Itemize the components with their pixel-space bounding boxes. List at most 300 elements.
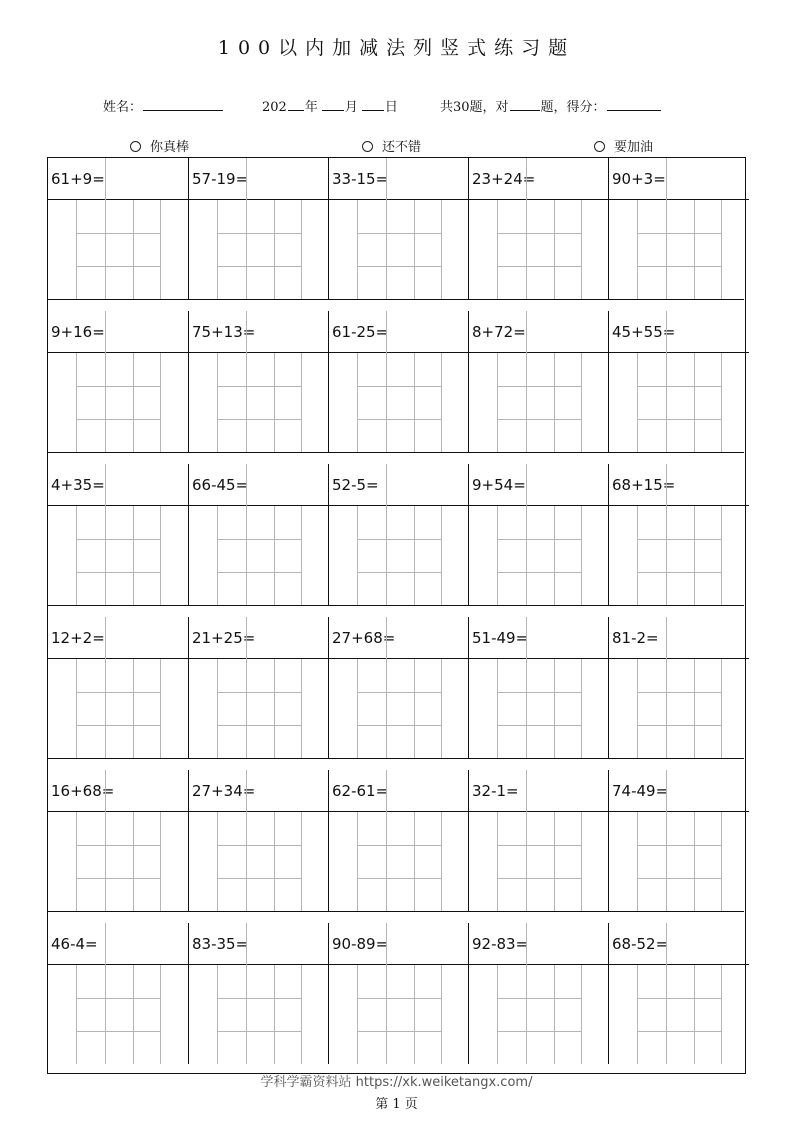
grid-row-line — [217, 572, 302, 573]
grid-column-line — [274, 200, 275, 299]
vertical-calc-grid[interactable] — [76, 506, 161, 605]
grid-row-line — [217, 1031, 302, 1032]
problem-cell — [188, 617, 328, 758]
grid-row-line — [217, 386, 302, 387]
worksheet-grid — [47, 157, 746, 1074]
problem-cell — [328, 770, 468, 911]
grid-column-line — [441, 965, 442, 1064]
grid-row-line — [497, 845, 582, 846]
problem-expression: 90+3= — [612, 170, 666, 188]
grid-row-line — [76, 1031, 161, 1032]
grid-row-line — [76, 266, 161, 267]
vertical-calc-grid[interactable] — [217, 659, 302, 758]
problem-cell — [468, 464, 608, 605]
grid-column-line — [526, 770, 527, 911]
grid-row-line — [76, 725, 161, 726]
name-label: 姓名： — [103, 100, 143, 115]
grid-row-line — [497, 692, 582, 693]
grid-row-line — [76, 845, 161, 846]
circle-icon — [594, 141, 605, 152]
grid-row-line — [637, 725, 722, 726]
problem-cell — [48, 770, 188, 911]
grid-row-line — [497, 419, 582, 420]
grid-column-line — [76, 353, 77, 452]
grid-row-line — [76, 233, 161, 234]
problem-expression: 46-4= — [51, 935, 98, 953]
grid-column-line — [105, 158, 106, 299]
grid-row-line — [357, 386, 442, 387]
grid-column-line — [76, 200, 77, 299]
grid-column-line — [217, 812, 218, 911]
problem-expression: 68+15= — [612, 476, 676, 494]
problem-expression: 9+16= — [51, 323, 105, 341]
rating-option-3[interactable] — [594, 136, 653, 155]
day-label: 日 — [384, 100, 398, 115]
grid-row-line — [637, 539, 722, 540]
grid-column-line — [160, 353, 161, 452]
grid-row-line — [637, 845, 722, 846]
grid-row-line — [637, 1031, 722, 1032]
problem-expression: 21+25= — [192, 629, 256, 647]
grid-column-line — [497, 965, 498, 1064]
problem-cell — [328, 311, 468, 452]
grid-column-line — [637, 353, 638, 452]
problem-cell — [48, 158, 188, 299]
problem-expression: 9+54= — [472, 476, 526, 494]
rating-label: 还不错 — [382, 140, 422, 155]
problem-cell — [608, 158, 748, 299]
vertical-calc-grid[interactable] — [637, 353, 722, 452]
grid-column-line — [666, 617, 667, 758]
grid-column-line — [637, 200, 638, 299]
grid-column-line — [386, 923, 387, 1064]
grid-column-line — [217, 659, 218, 758]
grid-column-line — [554, 812, 555, 911]
name-blank[interactable] — [143, 97, 223, 111]
grid-column-line — [133, 659, 134, 758]
grid-row-line — [497, 878, 582, 879]
grid-column-line — [386, 770, 387, 911]
score-blank[interactable] — [607, 97, 661, 111]
grid-row-line — [497, 1031, 582, 1032]
vertical-calc-grid[interactable] — [637, 200, 722, 299]
problem-expression: 8+72= — [472, 323, 526, 341]
grid-column-line — [357, 353, 358, 452]
grid-column-line — [581, 506, 582, 605]
problem-expression: 68-52= — [612, 935, 669, 953]
grid-row-line — [76, 386, 161, 387]
vertical-calc-grid[interactable] — [217, 200, 302, 299]
grid-column-line — [581, 200, 582, 299]
grid-row-line — [76, 539, 161, 540]
grid-column-line — [160, 506, 161, 605]
problem-expression: 12+2= — [51, 629, 105, 647]
grid-column-line — [526, 923, 527, 1064]
grid-column-line — [721, 353, 722, 452]
grid-column-line — [357, 965, 358, 1064]
grid-row-line — [497, 266, 582, 267]
problem-expression: 45+55= — [612, 323, 676, 341]
grid-column-line — [694, 506, 695, 605]
vertical-calc-grid[interactable] — [637, 812, 722, 911]
problem-expression: 16+68= — [51, 782, 115, 800]
grid-column-line — [497, 353, 498, 452]
problem-cell — [48, 311, 188, 452]
site-url: https://xk.weiketangx.com/ — [355, 1075, 533, 1090]
problem-expression: 66-45= — [192, 476, 249, 494]
grid-column-line — [526, 464, 527, 605]
name-field — [103, 96, 224, 115]
grid-column-line — [76, 506, 77, 605]
vertical-calc-grid[interactable] — [497, 200, 582, 299]
vertical-calc-grid[interactable] — [357, 200, 442, 299]
grid-column-line — [554, 965, 555, 1064]
year-prefix: 202 — [262, 100, 287, 115]
problem-row — [48, 617, 744, 759]
grid-column-line — [414, 353, 415, 452]
grid-column-line — [441, 812, 442, 911]
grid-column-line — [160, 965, 161, 1064]
grid-row-line — [637, 572, 722, 573]
grid-column-line — [160, 812, 161, 911]
grid-row-line — [217, 233, 302, 234]
problem-expression: 61-25= — [332, 323, 389, 341]
grid-column-line — [554, 200, 555, 299]
grid-column-line — [274, 812, 275, 911]
vertical-calc-grid[interactable] — [497, 965, 582, 1064]
grid-column-line — [721, 506, 722, 605]
vertical-calc-grid[interactable] — [637, 659, 722, 758]
grid-column-line — [301, 353, 302, 452]
grid-column-line — [414, 200, 415, 299]
grid-row-line — [217, 266, 302, 267]
rating-label: 你真棒 — [150, 140, 190, 155]
circle-icon — [130, 141, 141, 152]
grid-row-line — [497, 539, 582, 540]
grid-column-line — [246, 464, 247, 605]
grid-row-line — [497, 998, 582, 999]
vertical-calc-grid[interactable] — [357, 965, 442, 1064]
problem-cell — [608, 617, 748, 758]
grid-column-line — [581, 812, 582, 911]
grid-column-line — [721, 965, 722, 1064]
total-label: 共30题，对 — [440, 100, 509, 115]
grid-column-line — [386, 311, 387, 452]
grid-column-line — [133, 506, 134, 605]
grid-row-line — [217, 419, 302, 420]
grid-row-line — [217, 878, 302, 879]
grid-column-line — [246, 923, 247, 1064]
problem-cell — [188, 770, 328, 911]
grid-column-line — [386, 617, 387, 758]
grid-column-line — [666, 464, 667, 605]
grid-column-line — [160, 659, 161, 758]
grid-column-line — [694, 659, 695, 758]
grid-row-line — [497, 572, 582, 573]
grid-row-line — [497, 386, 582, 387]
grid-row-line — [497, 233, 582, 234]
grid-column-line — [386, 464, 387, 605]
grid-column-line — [246, 617, 247, 758]
problem-expression: 75+13= — [192, 323, 256, 341]
vertical-calc-grid[interactable] — [217, 353, 302, 452]
grid-column-line — [526, 617, 527, 758]
grid-column-line — [301, 200, 302, 299]
problem-cell — [328, 464, 468, 605]
problem-cell — [188, 464, 328, 605]
grid-column-line — [105, 770, 106, 911]
problem-cell — [188, 158, 328, 299]
grid-column-line — [414, 965, 415, 1064]
page-number — [0, 1093, 793, 1112]
grid-column-line — [637, 965, 638, 1064]
vertical-calc-grid[interactable] — [217, 506, 302, 605]
grid-column-line — [554, 353, 555, 452]
grid-column-line — [441, 659, 442, 758]
problem-expression: 92-83= — [472, 935, 529, 953]
vertical-calc-grid[interactable] — [76, 353, 161, 452]
grid-column-line — [217, 506, 218, 605]
grid-row-line — [357, 1031, 442, 1032]
grid-column-line — [581, 353, 582, 452]
vertical-calc-grid[interactable] — [357, 812, 442, 911]
grid-column-line — [441, 353, 442, 452]
footer-watermark — [0, 1071, 793, 1090]
grid-column-line — [637, 812, 638, 911]
vertical-calc-grid[interactable] — [217, 965, 302, 1064]
grid-row-line — [637, 419, 722, 420]
grid-column-line — [526, 158, 527, 299]
grid-column-line — [554, 506, 555, 605]
site-name: 学科学霸资料站 — [260, 1075, 352, 1090]
problem-cell — [328, 923, 468, 1064]
vertical-calc-grid[interactable] — [497, 812, 582, 911]
grid-column-line — [105, 311, 106, 452]
grid-column-line — [441, 200, 442, 299]
grid-row-line — [637, 266, 722, 267]
problem-expression: 81-2= — [612, 629, 659, 647]
grid-row-line — [217, 692, 302, 693]
vertical-calc-grid[interactable] — [497, 506, 582, 605]
vertical-calc-grid[interactable] — [497, 659, 582, 758]
vertical-calc-grid[interactable] — [217, 812, 302, 911]
month-label: 月 — [344, 100, 358, 115]
grid-column-line — [274, 353, 275, 452]
problem-expression: 4+35= — [51, 476, 105, 494]
problem-expression: 52-5= — [332, 476, 379, 494]
grid-row-line — [357, 419, 442, 420]
page-title: 100以内加减法列竖式练习题 — [217, 37, 576, 59]
vertical-calc-grid[interactable] — [497, 353, 582, 452]
problem-row — [48, 311, 744, 453]
grid-row-line — [357, 539, 442, 540]
grid-column-line — [581, 659, 582, 758]
grid-column-line — [246, 770, 247, 911]
grid-column-line — [666, 923, 667, 1064]
grid-row-line — [357, 233, 442, 234]
grid-column-line — [497, 659, 498, 758]
month-blank[interactable] — [322, 97, 344, 111]
vertical-calc-grid[interactable] — [76, 965, 161, 1064]
vertical-calc-grid[interactable] — [76, 812, 161, 911]
problem-expression: 32-1= — [472, 782, 519, 800]
problem-expression: 61+9= — [51, 170, 105, 188]
grid-column-line — [497, 812, 498, 911]
grid-column-line — [301, 812, 302, 911]
problem-expression: 90-89= — [332, 935, 389, 953]
grid-column-line — [554, 659, 555, 758]
vertical-calc-grid[interactable] — [76, 659, 161, 758]
problem-expression: 51-49= — [472, 629, 529, 647]
grid-row-line — [357, 845, 442, 846]
grid-row-line — [217, 725, 302, 726]
grid-row-line — [637, 878, 722, 879]
grid-column-line — [357, 200, 358, 299]
grid-column-line — [301, 965, 302, 1064]
grid-column-line — [637, 506, 638, 605]
grid-row-line — [357, 725, 442, 726]
problem-expression: 27+34= — [192, 782, 256, 800]
grid-column-line — [133, 353, 134, 452]
grid-column-line — [133, 965, 134, 1064]
vertical-calc-grid[interactable] — [637, 965, 722, 1064]
problem-expression: 74-49= — [612, 782, 669, 800]
grid-column-line — [357, 659, 358, 758]
problem-expression: 83-35= — [192, 935, 249, 953]
grid-row-line — [497, 725, 582, 726]
problem-row — [48, 770, 744, 912]
grid-column-line — [414, 812, 415, 911]
grid-column-line — [217, 353, 218, 452]
problem-cell — [48, 617, 188, 758]
grid-row-line — [76, 998, 161, 999]
rating-label: 要加油 — [614, 140, 654, 155]
grid-row-line — [637, 998, 722, 999]
grid-column-line — [357, 506, 358, 605]
problem-row — [48, 923, 744, 1064]
vertical-calc-grid[interactable] — [357, 353, 442, 452]
grid-column-line — [76, 965, 77, 1064]
grid-column-line — [694, 200, 695, 299]
vertical-calc-grid[interactable] — [637, 506, 722, 605]
problem-cell — [328, 158, 468, 299]
grid-column-line — [274, 965, 275, 1064]
circle-icon — [362, 141, 373, 152]
problem-row — [48, 158, 744, 300]
problem-cell — [48, 464, 188, 605]
page-number-value: 1 — [392, 1097, 401, 1112]
grid-row-line — [357, 692, 442, 693]
grid-column-line — [386, 158, 387, 299]
grid-column-line — [581, 965, 582, 1064]
grid-column-line — [105, 923, 106, 1064]
problem-cell — [468, 770, 608, 911]
grid-column-line — [274, 506, 275, 605]
grid-column-line — [666, 311, 667, 452]
grid-column-line — [694, 353, 695, 452]
grid-column-line — [246, 311, 247, 452]
grid-column-line — [217, 965, 218, 1064]
grid-row-line — [217, 998, 302, 999]
grid-column-line — [721, 812, 722, 911]
problem-cell — [608, 464, 748, 605]
problem-cell — [608, 770, 748, 911]
problem-expression: 27+68= — [332, 629, 396, 647]
problem-expression: 33-15= — [332, 170, 389, 188]
grid-column-line — [105, 464, 106, 605]
rating-option-1[interactable] — [130, 136, 189, 155]
rating-option-2[interactable] — [362, 136, 421, 155]
grid-column-line — [301, 659, 302, 758]
vertical-calc-grid[interactable] — [76, 200, 161, 299]
problem-cell — [328, 617, 468, 758]
vertical-calc-grid[interactable] — [357, 659, 442, 758]
grid-row-line — [357, 266, 442, 267]
grid-column-line — [414, 659, 415, 758]
grid-column-line — [274, 659, 275, 758]
page-suffix: 页 — [404, 1097, 418, 1112]
grid-column-line — [301, 506, 302, 605]
grid-row-line — [76, 572, 161, 573]
problem-row — [48, 464, 744, 606]
problem-cell — [608, 311, 748, 452]
problem-expression: 62-61= — [332, 782, 389, 800]
grid-column-line — [133, 812, 134, 911]
problem-cell — [188, 923, 328, 1064]
grid-column-line — [666, 770, 667, 911]
grid-column-line — [217, 200, 218, 299]
problem-expression: 57-19= — [192, 170, 249, 188]
grid-column-line — [721, 200, 722, 299]
score-field — [440, 96, 662, 115]
grid-row-line — [76, 878, 161, 879]
grid-row-line — [637, 692, 722, 693]
grid-column-line — [246, 158, 247, 299]
grid-row-line — [357, 998, 442, 999]
year-blank[interactable] — [288, 97, 304, 111]
problem-cell — [48, 923, 188, 1064]
grid-row-line — [76, 419, 161, 420]
grid-column-line — [76, 659, 77, 758]
grid-column-line — [160, 200, 161, 299]
problem-cell — [608, 923, 748, 1064]
grid-row-line — [217, 845, 302, 846]
correct-blank[interactable] — [510, 97, 540, 111]
date-field — [262, 96, 398, 115]
problem-cell — [468, 311, 608, 452]
grid-column-line — [76, 812, 77, 911]
grid-column-line — [497, 200, 498, 299]
grid-column-line — [357, 812, 358, 911]
day-blank[interactable] — [362, 97, 384, 111]
vertical-calc-grid[interactable] — [357, 506, 442, 605]
grid-row-line — [637, 386, 722, 387]
grid-column-line — [694, 812, 695, 911]
grid-row-line — [357, 878, 442, 879]
grid-column-line — [694, 965, 695, 1064]
grid-column-line — [526, 311, 527, 452]
year-label: 年 — [304, 100, 318, 115]
page-prefix: 第 — [375, 1097, 389, 1112]
grid-column-line — [637, 659, 638, 758]
grid-row-line — [637, 233, 722, 234]
problem-cell — [188, 311, 328, 452]
grid-row-line — [76, 692, 161, 693]
grid-column-line — [721, 659, 722, 758]
problem-cell — [468, 158, 608, 299]
grid-column-line — [497, 506, 498, 605]
score-label: 题，得分： — [540, 100, 606, 115]
